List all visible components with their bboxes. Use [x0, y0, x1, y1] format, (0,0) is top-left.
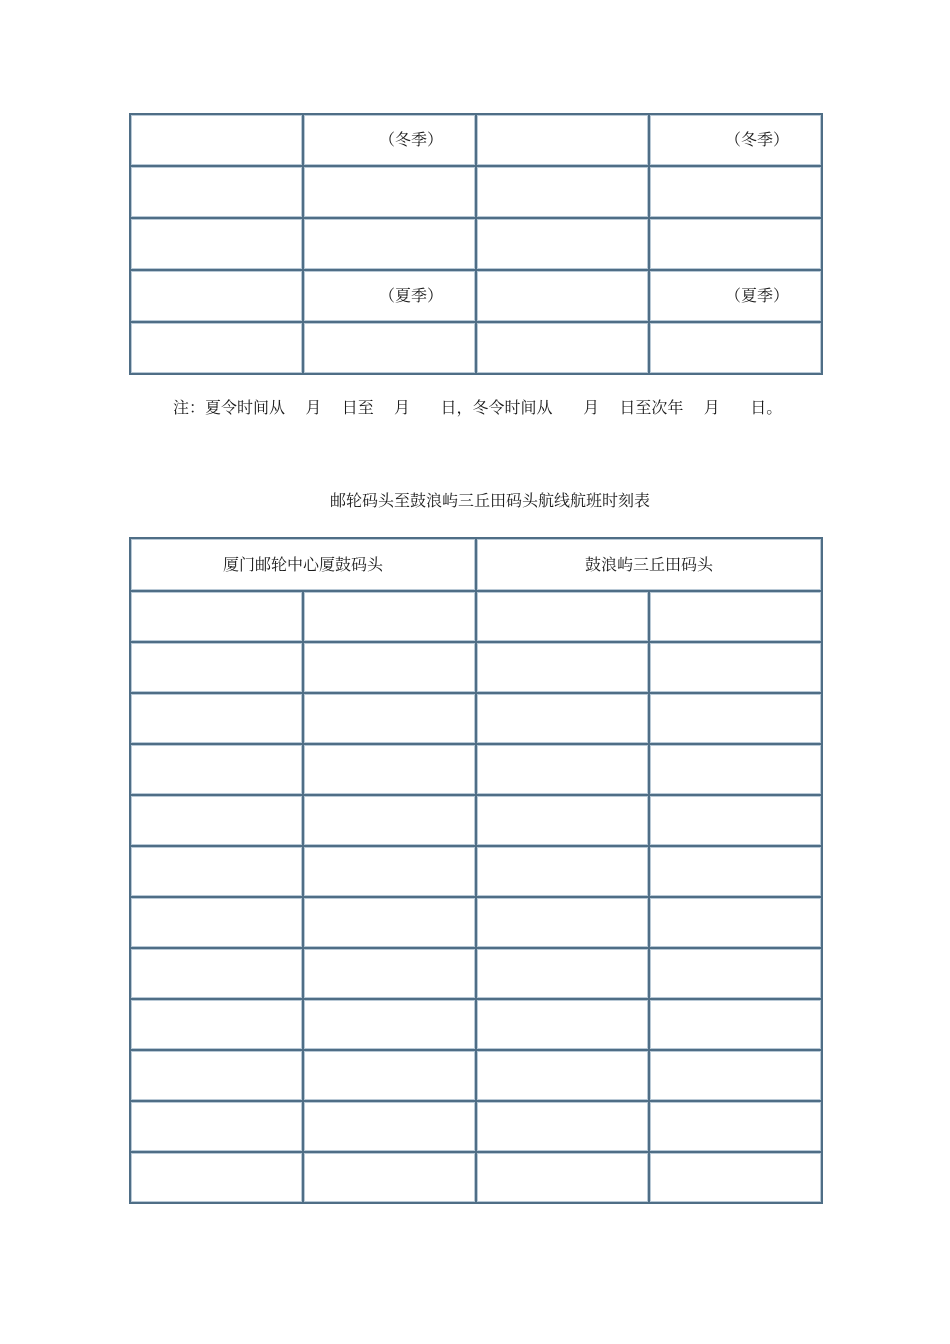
table-row [131, 1051, 823, 1102]
table-cell [477, 898, 650, 949]
table-cell [131, 796, 304, 847]
table-cell [304, 1153, 477, 1204]
table-row [131, 745, 823, 796]
table-cell [131, 592, 304, 643]
header-xiamen-terminal: 厦门邮轮中心厦鼓码头 [131, 539, 477, 592]
table-row [131, 323, 823, 375]
table-cell [650, 1102, 823, 1153]
table-cell [477, 323, 650, 375]
table-cell [650, 1051, 823, 1102]
table-cell [131, 1102, 304, 1153]
table-cell [477, 592, 650, 643]
table-cell [650, 949, 823, 1000]
table-cell [477, 219, 650, 271]
table-cell [131, 847, 304, 898]
table-cell [131, 219, 304, 271]
table-cell [131, 167, 304, 219]
table-cell [477, 1153, 650, 1204]
table-cell [304, 323, 477, 375]
table-cell [131, 1000, 304, 1051]
table-cell [131, 898, 304, 949]
table-cell [304, 643, 477, 694]
table-cell [650, 898, 823, 949]
table-cell [477, 115, 650, 167]
table-cell [304, 1000, 477, 1051]
table-cell [304, 1102, 477, 1153]
table-cell [131, 1051, 304, 1102]
table-row [131, 271, 823, 323]
table-cell: （冬季） [304, 115, 477, 167]
table-cell [650, 745, 823, 796]
table-cell [477, 167, 650, 219]
table-cell [304, 949, 477, 1000]
table-row [131, 847, 823, 898]
table-cell [304, 796, 477, 847]
table-cell [477, 847, 650, 898]
table-cell [477, 1000, 650, 1051]
table-cell [650, 167, 823, 219]
table-cell [477, 949, 650, 1000]
table-row [131, 167, 823, 219]
table-cell [131, 745, 304, 796]
table-row [131, 115, 823, 167]
table-cell [304, 745, 477, 796]
table-cell [477, 271, 650, 323]
table-row [131, 1153, 823, 1204]
table-cell [131, 643, 304, 694]
table-cell [650, 323, 823, 375]
table-row [131, 796, 823, 847]
table-cell [477, 745, 650, 796]
schedule-season-table [129, 113, 823, 375]
table-cell [304, 847, 477, 898]
table-cell [304, 167, 477, 219]
ferry-timetable [129, 537, 823, 1204]
table-cell [650, 694, 823, 745]
table-cell [304, 219, 477, 271]
table-cell [477, 1102, 650, 1153]
table-row [131, 592, 823, 643]
table-cell [304, 694, 477, 745]
table-cell [131, 1153, 304, 1204]
timetable-title: 邮轮码头至鼓浪屿三丘田码头航线航班时刻表 [329, 491, 650, 510]
header-gulangyu-terminal: 鼓浪屿三丘田码头 [477, 539, 823, 592]
table-cell [650, 219, 823, 271]
table-row [131, 694, 823, 745]
table-cell [131, 115, 304, 167]
table-cell [477, 694, 650, 745]
table-cell [131, 949, 304, 1000]
table-cell [131, 694, 304, 745]
table-cell [650, 1153, 823, 1204]
timetable-header-row [131, 539, 823, 592]
table-row [131, 1000, 823, 1051]
table-cell: （夏季） [304, 271, 477, 323]
table-row [131, 219, 823, 271]
table-cell [477, 796, 650, 847]
table-cell [304, 592, 477, 643]
table-cell [131, 271, 304, 323]
table-cell [650, 796, 823, 847]
table-cell [131, 323, 304, 375]
season-note: 注：夏令时间从 月 日至 月 日，冬令时间从 月 日至次年 月 日。 [173, 398, 783, 417]
table-cell [477, 643, 650, 694]
table-row [131, 643, 823, 694]
table-row [131, 949, 823, 1000]
table-cell [650, 592, 823, 643]
table-cell [304, 1051, 477, 1102]
table-cell: （夏季） [650, 271, 823, 323]
table-cell [650, 847, 823, 898]
table-cell [477, 1051, 650, 1102]
table-cell [650, 1000, 823, 1051]
table-row [131, 898, 823, 949]
table-cell [650, 643, 823, 694]
table-cell: （冬季） [650, 115, 823, 167]
table-row [131, 1102, 823, 1153]
table-cell [304, 898, 477, 949]
